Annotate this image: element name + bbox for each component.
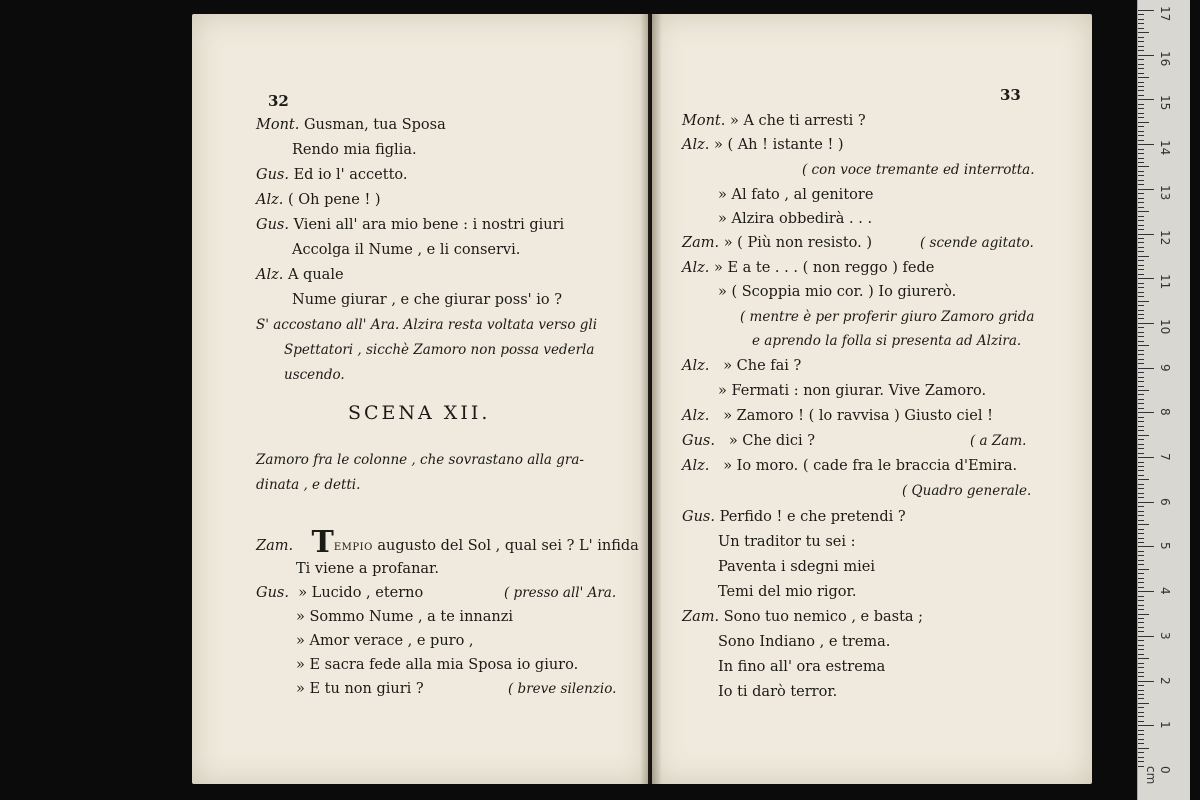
stage-direction: ( presso all' Ara. <box>504 585 617 601</box>
stage-direction: ( Quadro generale. <box>902 483 1032 499</box>
dialogue-line <box>682 112 866 130</box>
ruler-tick <box>1138 260 1144 261</box>
ruler-tick <box>1138 573 1144 574</box>
dialogue-text: Un traditor tu sei : <box>718 534 856 550</box>
ruler-label: 15 <box>1158 95 1172 111</box>
ruler-tick <box>1138 193 1144 194</box>
ruler-tick <box>1138 296 1144 297</box>
dialogue-text: » ( Ah ! istante ! ) <box>713 137 844 153</box>
ruler-label: 11 <box>1158 274 1172 290</box>
dialogue-line <box>292 141 417 159</box>
dialogue-line <box>296 656 578 674</box>
dialogue-text: Temi del mio rigor. <box>718 584 857 600</box>
ruler-tick <box>1138 466 1144 467</box>
dialogue-line <box>718 558 875 576</box>
ruler-tick <box>1138 95 1144 96</box>
ruler-tick <box>1138 614 1149 615</box>
ruler-tick <box>1138 685 1144 686</box>
speaker-label: Alz. <box>682 260 710 276</box>
ruler-tick <box>1138 198 1144 199</box>
ruler-tick <box>1138 479 1149 480</box>
dialogue-text: Ed io l' accetto. <box>293 167 408 183</box>
ruler-tick <box>1138 721 1144 722</box>
ruler-tick <box>1138 627 1144 628</box>
ruler-tick <box>1138 676 1144 677</box>
ruler-tick <box>1138 153 1144 154</box>
ruler-tick <box>1138 32 1149 33</box>
dialogue-line <box>718 283 956 301</box>
ruler-label: 2 <box>1158 676 1172 685</box>
dialogue-text: Gusman, tua Sposa <box>303 117 446 133</box>
ruler-tick <box>1138 515 1144 516</box>
dialogue-text: Nume giurar , e che giurar poss' io ? <box>292 292 563 308</box>
dialogue-line <box>718 382 986 400</box>
ruler-tick <box>1138 28 1144 29</box>
ruler-tick <box>1138 225 1144 226</box>
ruler-tick <box>1138 140 1144 141</box>
ruler-tick <box>1138 546 1154 547</box>
dialogue-text: » ( Scoppia mio cor. ) Io giurerò. <box>718 284 957 300</box>
ruler-tick <box>1138 399 1144 400</box>
ruler-tick <box>1138 14 1144 15</box>
dialogue-line <box>682 259 934 277</box>
ruler-tick <box>1138 323 1154 324</box>
ruler-tick <box>1138 166 1149 167</box>
ruler-label: 14 <box>1158 140 1172 156</box>
speaker-label: Gus. <box>256 217 289 233</box>
speaker-label: Alz. <box>256 267 284 283</box>
ruler-tick <box>1138 180 1144 181</box>
ruler-label: 6 <box>1158 497 1172 506</box>
speaker-label: Gus. <box>682 509 715 525</box>
ruler-tick <box>1138 493 1144 494</box>
dialogue-text: » Che fai ? <box>723 358 802 374</box>
ruler-tick <box>1138 251 1144 252</box>
ruler-tick <box>1138 658 1149 659</box>
dialogue-line <box>682 432 815 450</box>
ruler-tick <box>1138 394 1144 395</box>
ruler-tick <box>1138 220 1144 221</box>
ruler-tick <box>1138 524 1149 525</box>
ruler-tick <box>1138 108 1144 109</box>
dialogue-line <box>718 658 885 676</box>
ruler-tick <box>1138 23 1144 24</box>
left-page <box>192 14 648 784</box>
dialogue-line <box>682 407 993 425</box>
ruler-tick <box>1138 690 1144 691</box>
dialogue-line <box>296 608 513 626</box>
dialogue-text: » Zamoro ! ( lo ravvisa ) Giusto ciel ! <box>723 408 993 424</box>
dialogue-line <box>682 357 801 375</box>
ruler-label: 4 <box>1158 587 1172 595</box>
scene-heading: SCENA XII. <box>348 402 491 424</box>
ruler-tick <box>1138 663 1144 664</box>
dialogue-text: » Che dici ? <box>728 433 815 449</box>
book-gutter <box>640 14 662 784</box>
dialogue-line <box>256 191 381 209</box>
ruler-tick <box>1138 457 1154 458</box>
ruler-tick <box>1138 126 1144 127</box>
ruler-tick <box>1138 390 1149 391</box>
dialogue-line <box>296 680 424 698</box>
ruler-tick <box>1138 202 1144 203</box>
ruler-tick <box>1138 377 1144 378</box>
ruler-label: 12 <box>1158 229 1172 245</box>
stage-direction-line: Spettatori , sicchè Zamoro non possa vederla <box>284 342 595 358</box>
ruler-tick <box>1138 403 1144 404</box>
ruler-label: 8 <box>1158 408 1172 416</box>
ruler-tick <box>1138 278 1154 279</box>
ruler-tick <box>1138 430 1144 431</box>
dialogue-line <box>292 241 520 259</box>
ruler-tick <box>1138 37 1144 38</box>
ruler-tick <box>1138 640 1144 641</box>
measurement-ruler <box>1137 0 1190 800</box>
dialogue-line <box>256 216 564 234</box>
stage-direction-line: Zamoro fra le colonne , che sovrastano alla gra- <box>256 452 584 468</box>
ruler-tick <box>1138 234 1154 235</box>
dialogue-text: Ti viene a profanar. <box>296 561 439 577</box>
stage-direction: ( breve silenzio. <box>508 681 617 697</box>
dialogue-line <box>682 136 844 154</box>
speaker-label: Zam. <box>682 609 720 625</box>
ruler-label: 7 <box>1158 453 1172 461</box>
ruler-tick <box>1138 135 1144 136</box>
ruler-tick <box>1138 542 1144 543</box>
ruler-label: 17 <box>1158 6 1172 22</box>
ruler-tick <box>1138 484 1144 485</box>
dialogue-line <box>718 683 837 701</box>
ruler-tick <box>1138 46 1144 47</box>
ruler-tick <box>1138 752 1144 753</box>
ruler-tick <box>1138 372 1144 373</box>
ruler-tick <box>1138 631 1144 632</box>
ruler-tick <box>1138 64 1144 65</box>
ruler-tick <box>1138 725 1154 726</box>
ruler-tick <box>1138 292 1144 293</box>
stage-direction-line: dinata , e detti. <box>256 477 361 493</box>
ruler-tick <box>1138 86 1144 87</box>
ruler-tick <box>1138 448 1144 449</box>
dialogue-text: » Sommo Nume , a te innanzi <box>296 609 514 625</box>
dialogue-line <box>682 457 1017 475</box>
ruler-tick <box>1138 175 1144 176</box>
ruler-label: 10 <box>1158 318 1172 335</box>
ruler-tick <box>1138 596 1144 597</box>
ruler-tick <box>1138 412 1154 413</box>
stage-direction-line: S' accostano all' Ara. Alzira resta voltata verso gli <box>256 317 598 333</box>
ruler-tick <box>1138 381 1144 382</box>
ruler-tick <box>1138 216 1144 217</box>
ruler-tick <box>1138 341 1144 342</box>
ruler-label: 9 <box>1158 363 1172 372</box>
ruler-tick <box>1138 238 1144 239</box>
ruler-tick <box>1138 743 1144 744</box>
speaker-label: Alz. <box>682 458 710 474</box>
ruler-tick <box>1138 10 1154 11</box>
ruler-tick <box>1138 350 1144 351</box>
ruler-tick <box>1138 470 1144 471</box>
dialogue-text: Vieni all' ara mio bene : i nostri giuri <box>293 217 565 233</box>
ruler-tick <box>1138 475 1144 476</box>
ruler-tick <box>1138 672 1144 673</box>
ruler-tick <box>1138 520 1144 521</box>
ruler-tick <box>1138 511 1144 512</box>
dialogue-text: » Fermati : non giurar. Vive Zamoro. <box>718 383 987 399</box>
speaker-label: Mont. <box>256 117 300 133</box>
dialogue-text: » Amor verace , e puro , <box>296 633 474 649</box>
dialogue-line <box>296 632 474 650</box>
ruler-tick <box>1138 497 1144 498</box>
ruler-tick <box>1138 117 1144 118</box>
ruler-tick <box>1138 207 1144 208</box>
right-page-number: 33 <box>1000 86 1021 104</box>
dialogue-line <box>718 533 856 551</box>
ruler-tick <box>1138 761 1144 762</box>
speaker-label: Gus. <box>682 433 715 449</box>
dialogue-text: Rendo mia figlia. <box>292 142 417 158</box>
ruler-tick <box>1138 363 1144 364</box>
dialogue-line <box>256 525 639 560</box>
dialogue-text: » Lucido , eterno <box>298 585 424 601</box>
speaker-label: Alz. <box>682 408 710 424</box>
ruler-tick <box>1138 162 1144 163</box>
ruler-tick <box>1138 149 1144 150</box>
stage-direction: ( mentre è per proferir giuro Zamoro grida <box>740 309 1035 325</box>
ruler-tick <box>1138 59 1144 60</box>
ruler-tick <box>1138 502 1154 503</box>
ruler-tick <box>1138 336 1144 337</box>
ruler-tick <box>1138 609 1144 610</box>
ruler-tick <box>1138 68 1144 69</box>
ruler-tick <box>1138 242 1144 243</box>
dialogue-text: » E tu non giuri ? <box>296 681 424 697</box>
small-caps-text: EMPIO <box>333 542 373 553</box>
ruler-label: 13 <box>1158 184 1172 201</box>
stage-direction: ( a Zam. <box>970 433 1027 449</box>
ruler-tick <box>1138 359 1144 360</box>
dialogue-line <box>256 166 407 184</box>
speaker-label: Zam. <box>256 538 294 554</box>
ruler-tick <box>1138 265 1144 266</box>
ruler-tick <box>1138 618 1144 619</box>
ruler-tick <box>1138 55 1154 56</box>
ruler-tick <box>1138 551 1144 552</box>
ruler-tick <box>1138 734 1144 735</box>
ruler-tick <box>1138 555 1144 556</box>
ruler-tick <box>1138 332 1144 333</box>
ruler-label: 1 <box>1158 721 1172 729</box>
dialogue-line <box>718 210 872 228</box>
speaker-label: Gus. <box>256 167 289 183</box>
ruler-tick <box>1138 73 1144 74</box>
ruler-tick <box>1138 622 1144 623</box>
ruler-tick <box>1138 354 1144 355</box>
ruler-tick <box>1138 301 1149 302</box>
dialogue-line <box>682 608 923 626</box>
ruler-tick <box>1138 314 1144 315</box>
dialogue-text: Sono Indiano , e trema. <box>718 634 891 650</box>
ruler-tick <box>1138 667 1144 668</box>
dialogue-text: » Al fato , al genitore <box>718 187 874 203</box>
ruler-tick <box>1138 444 1144 445</box>
ruler-tick <box>1138 122 1149 123</box>
dialogue-text: augusto del Sol , qual sei ? L' infida <box>372 538 639 554</box>
ruler-tick <box>1138 649 1144 650</box>
open-book <box>192 14 1092 784</box>
ruler-tick <box>1138 645 1144 646</box>
ruler-tick <box>1138 90 1144 91</box>
dialogue-text: » ( Più non resisto. ) <box>723 235 873 251</box>
ruler-tick <box>1138 269 1144 270</box>
ruler-tick <box>1138 600 1144 601</box>
dialogue-text: A quale <box>287 267 344 283</box>
ruler-tick <box>1138 345 1149 346</box>
dialogue-text: » A che ti arresti ? <box>729 113 866 129</box>
ruler-tick <box>1138 698 1144 699</box>
ruler-tick <box>1138 158 1144 159</box>
ruler-tick <box>1138 694 1144 695</box>
ruler-tick <box>1138 435 1149 436</box>
ruler-tick <box>1138 538 1144 539</box>
ruler-tick <box>1138 605 1144 606</box>
ruler-tick <box>1138 386 1144 387</box>
ruler-tick <box>1138 211 1149 212</box>
dialogue-text: Sono tuo nemico , e basta ; <box>723 609 924 625</box>
stage-direction: e aprendo la folla si presenta ad Alzira. <box>752 333 1022 349</box>
dialogue-text: Accolga il Nume , e li conservi. <box>292 242 521 258</box>
ruler-tick <box>1138 654 1144 655</box>
ruler-tick <box>1138 247 1144 248</box>
ruler-tick <box>1138 283 1144 284</box>
dialogue-line <box>682 508 906 526</box>
dialogue-line <box>296 560 439 578</box>
dialogue-text: » Alzira obbedirà . . . <box>718 211 873 227</box>
dialogue-text: Paventa i sdegni miei <box>718 559 875 575</box>
ruler-tick <box>1138 636 1154 637</box>
ruler-tick <box>1138 131 1144 132</box>
dialogue-line <box>292 291 562 309</box>
ruler-tick <box>1138 712 1144 713</box>
stage-direction: ( scende agitato. <box>920 235 1034 251</box>
ruler-tick <box>1138 99 1154 100</box>
ruler-tick <box>1138 730 1144 731</box>
dialogue-line <box>718 583 857 601</box>
dialogue-line <box>718 633 890 651</box>
ruler-tick <box>1138 229 1144 230</box>
dialogue-line <box>256 266 344 284</box>
ruler-tick <box>1138 368 1154 369</box>
ruler-tick <box>1138 707 1144 708</box>
dialogue-text: » E a te . . . ( non reggo ) fede <box>713 260 935 276</box>
ruler-tick <box>1138 171 1144 172</box>
dialogue-line <box>718 186 873 204</box>
ruler-tick <box>1138 703 1149 704</box>
ruler-tick <box>1138 417 1144 418</box>
right-page <box>652 14 1092 784</box>
ruler-tick <box>1138 408 1144 409</box>
ruler-tick <box>1138 462 1144 463</box>
ruler-label: 16 <box>1158 50 1172 66</box>
dialogue-text: ( Oh pene ! ) <box>287 192 381 208</box>
ruler-tick <box>1138 488 1144 489</box>
ruler-tick <box>1138 453 1144 454</box>
ruler-tick <box>1138 564 1144 565</box>
stage-direction: ( con voce tremante ed interrotta. <box>802 162 1035 178</box>
dialogue-line <box>256 116 446 134</box>
speaker-label: Mont. <box>682 113 726 129</box>
ruler-tick <box>1138 582 1144 583</box>
ruler-tick <box>1138 113 1144 114</box>
ruler-tick <box>1138 716 1144 717</box>
speaker-label: Zam. <box>682 235 720 251</box>
dialogue-text: Io ti darò terror. <box>718 684 838 700</box>
ruler-tick <box>1138 318 1144 319</box>
speaker-label: Gus. <box>256 585 289 601</box>
ruler-tick <box>1138 274 1144 275</box>
ruler-tick <box>1138 184 1144 185</box>
ruler-tick <box>1138 560 1144 561</box>
ruler-tick <box>1138 506 1144 507</box>
ruler-tick <box>1138 426 1144 427</box>
ruler-label: 0 cm <box>1144 766 1172 785</box>
ruler-tick <box>1138 578 1144 579</box>
dialogue-text: » E sacra fede alla mia Sposa io giuro. <box>296 657 579 673</box>
ruler-tick <box>1138 739 1144 740</box>
speaker-label: Alz. <box>256 192 284 208</box>
ruler-tick <box>1138 327 1144 328</box>
ruler-tick <box>1138 144 1154 145</box>
ruler-tick <box>1138 587 1144 588</box>
left-page-number: 32 <box>268 92 289 110</box>
dialogue-text: In fino all' ora estrema <box>718 659 886 675</box>
ruler-tick <box>1138 50 1144 51</box>
speaker-label: Alz. <box>682 358 710 374</box>
ruler-tick <box>1138 439 1144 440</box>
ruler-tick <box>1138 421 1144 422</box>
ruler-label: 5 <box>1158 542 1172 551</box>
dialogue-text: Perfido ! e che pretendi ? <box>719 509 906 525</box>
stage-direction-line: uscendo. <box>284 367 345 383</box>
ruler-tick <box>1138 569 1149 570</box>
ruler-tick <box>1138 82 1144 83</box>
ruler-tick <box>1138 748 1149 749</box>
ruler-tick <box>1138 529 1144 530</box>
ruler-tick <box>1138 305 1144 306</box>
ruler-tick <box>1138 533 1144 534</box>
ruler-tick <box>1138 77 1149 78</box>
ruler-tick <box>1138 41 1144 42</box>
speaker-label: Alz. <box>682 137 710 153</box>
ruler-tick <box>1138 19 1144 20</box>
ruler-tick <box>1138 287 1144 288</box>
dialogue-text: » Io moro. ( cade fra le braccia d'Emira. <box>723 458 1018 474</box>
drop-capital: T <box>311 525 334 560</box>
ruler-tick <box>1138 310 1144 311</box>
ruler-tick <box>1138 256 1149 257</box>
ruler-tick <box>1138 189 1154 190</box>
ruler-tick <box>1138 591 1154 592</box>
dialogue-line <box>256 584 423 602</box>
ruler-label: 3 <box>1158 631 1172 640</box>
ruler-tick <box>1138 104 1144 105</box>
dialogue-line <box>682 234 872 252</box>
ruler-tick <box>1138 681 1154 682</box>
ruler-tick <box>1138 757 1144 758</box>
